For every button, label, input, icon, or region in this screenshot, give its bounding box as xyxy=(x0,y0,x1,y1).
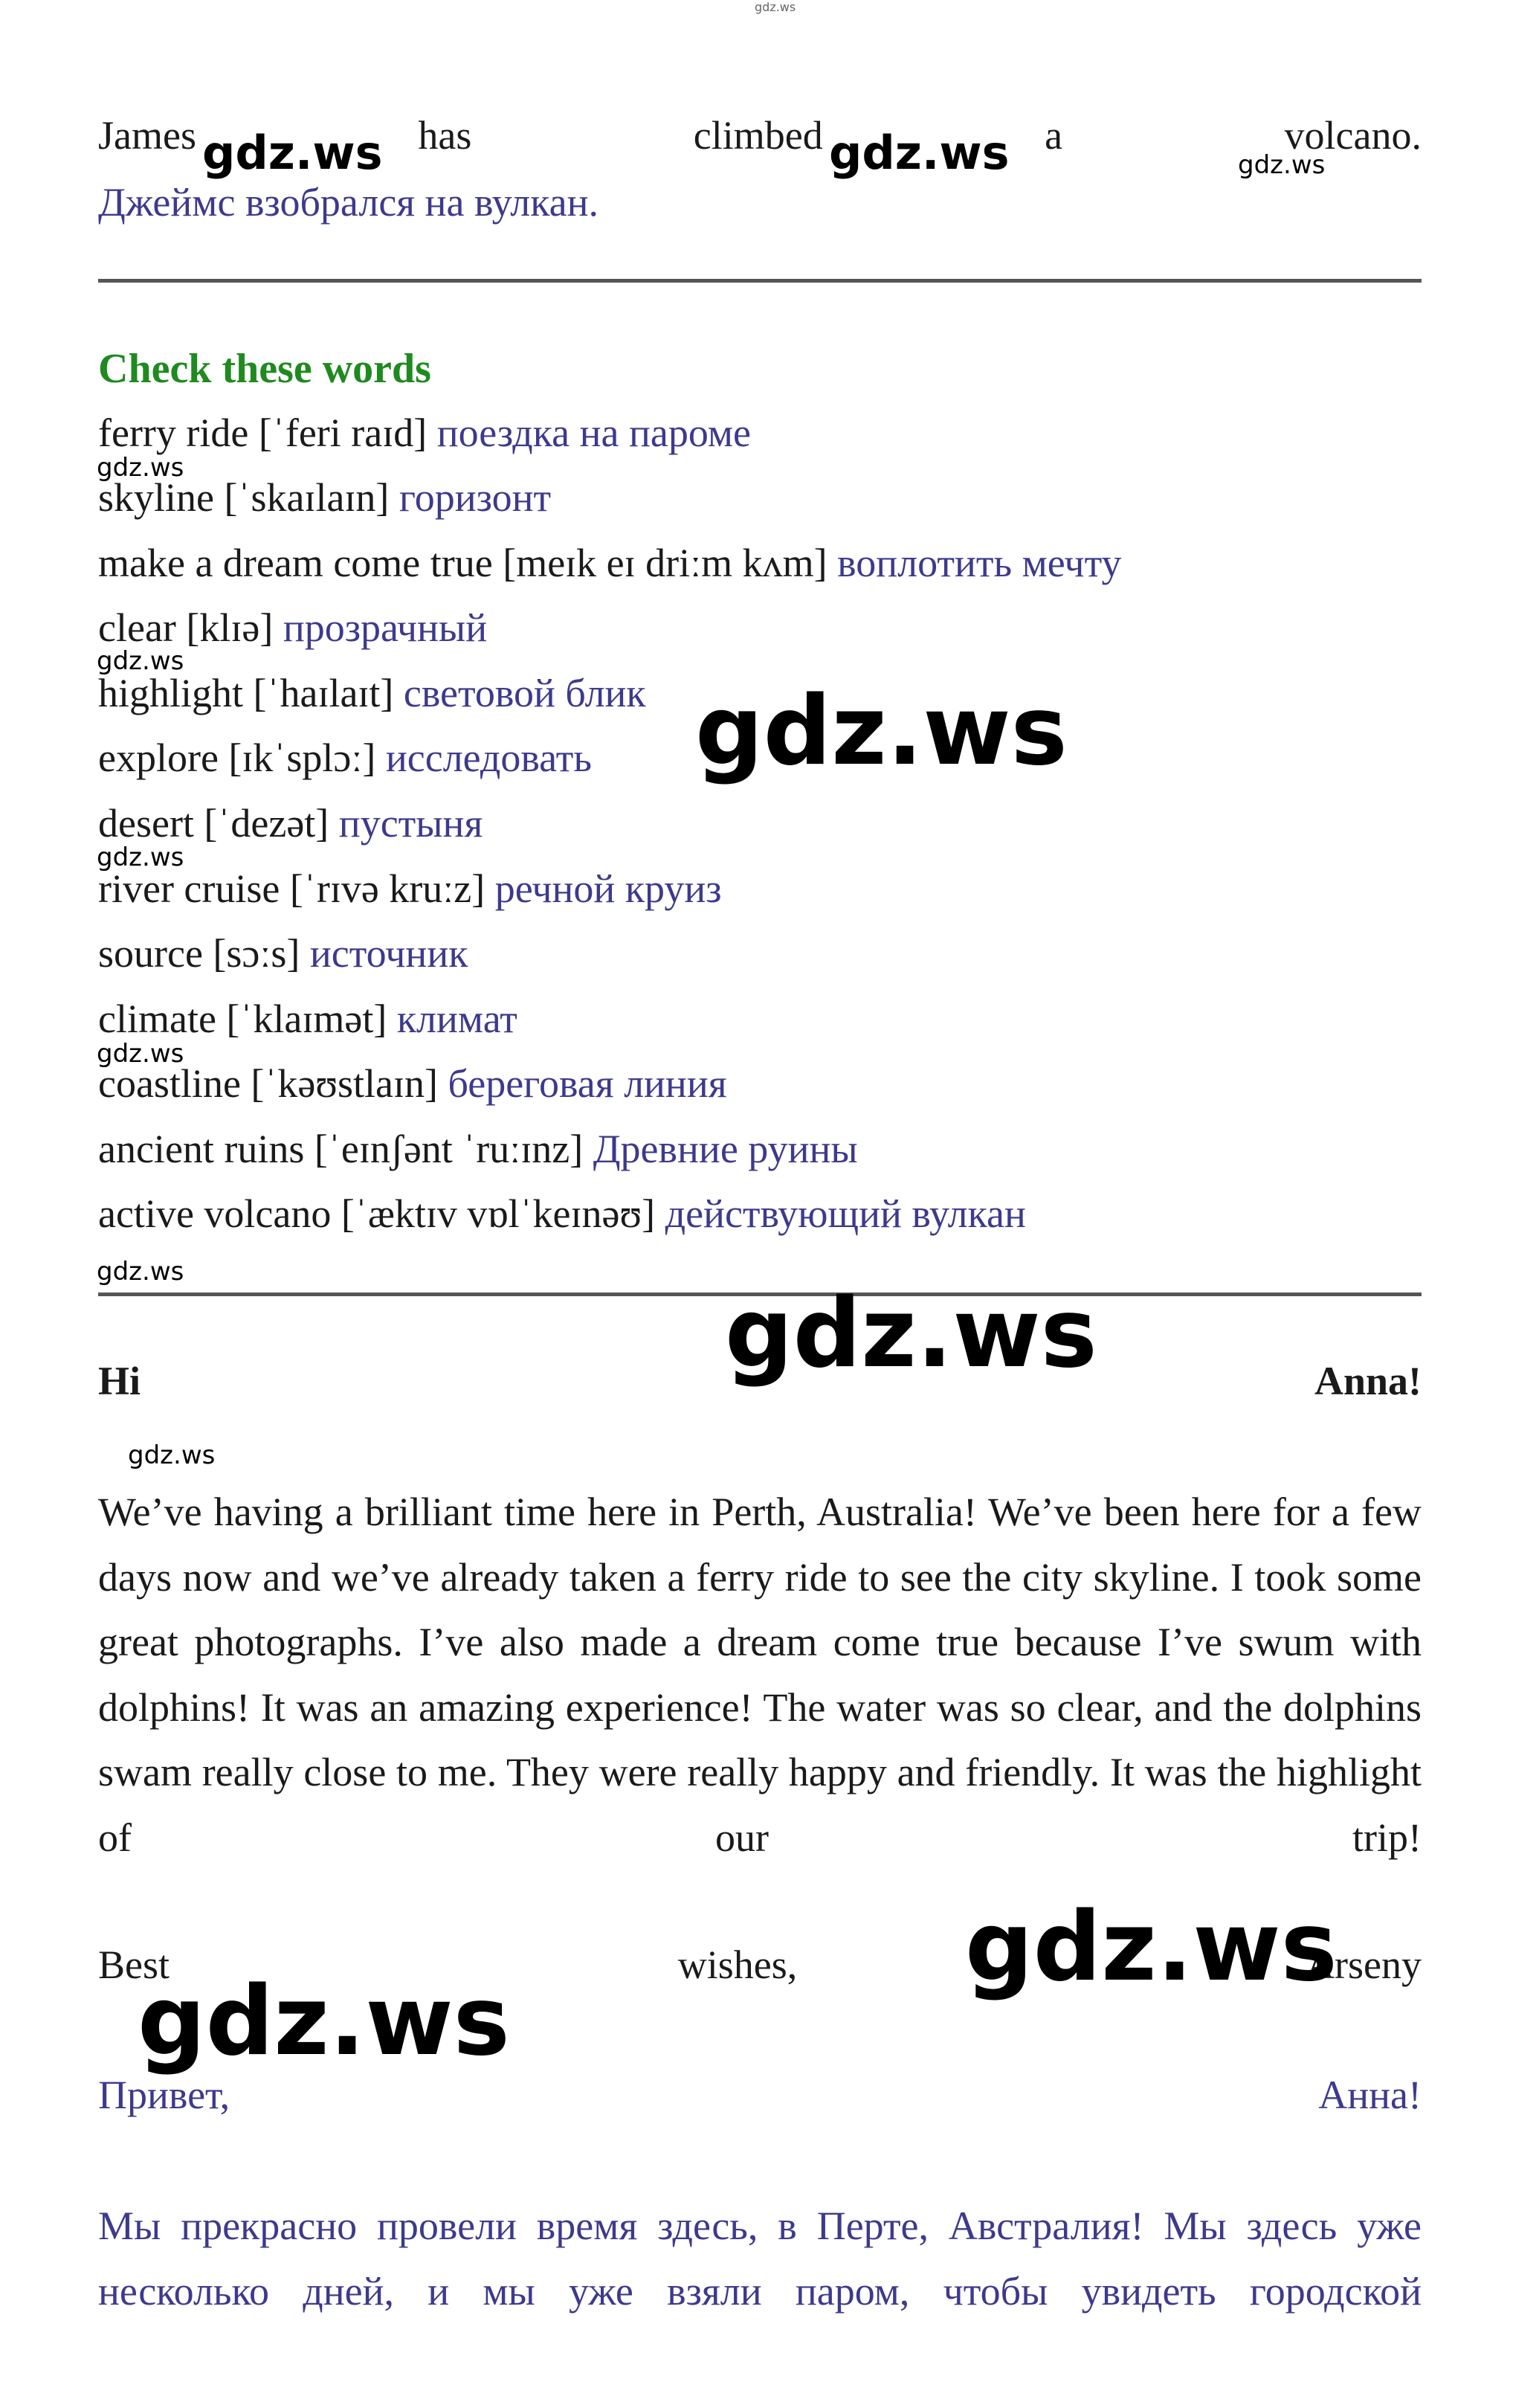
vocab-term: highlight [ˈhaɪlaɪt] xyxy=(98,671,394,715)
watermark: gdz.ws xyxy=(829,126,1010,180)
vocab-item xyxy=(98,931,468,976)
vocab-translation: исследовать xyxy=(385,735,592,780)
greeting-word: Hi xyxy=(98,1359,141,1403)
watermark: gdz.ws xyxy=(1238,150,1326,180)
vocab-translation: Древние руины xyxy=(593,1127,858,1171)
watermark: gdz.ws xyxy=(97,1257,184,1287)
vocab-item xyxy=(98,1129,858,1169)
vocab-term: river cruise [ˈrɪvə kruːz] xyxy=(98,866,485,911)
header-word: has xyxy=(418,113,472,158)
vocab-term: desert [ˈdezət] xyxy=(98,801,329,846)
vocab-translation: пустыня xyxy=(338,801,483,846)
watermark-top: gdz.ws xyxy=(755,0,796,14)
vocab-term: clear [klɪə] xyxy=(98,605,274,650)
vocab-item xyxy=(98,477,551,518)
header-word: volcano. xyxy=(1284,113,1422,158)
vocab-translation: поездка на пароме xyxy=(436,411,751,455)
vocab-item xyxy=(98,866,722,911)
header-word: a xyxy=(1045,113,1063,158)
vocab-translation: речной круиз xyxy=(494,866,722,911)
watermark: gdz.ws xyxy=(202,126,383,180)
signoff-word: wishes, xyxy=(677,1942,798,1987)
watermark: gdz.ws xyxy=(128,1440,216,1470)
vocab-translation: действующий вулкан xyxy=(665,1191,1026,1236)
letter-body: We’ve having a brilliant time here in Perth, Australia! We’ve been here for a few days now and we’ve already taken a ferry ride to see the city skyline. I took some great photographs. I’ve also made a dream come true because I’ve swum with dolphins! It was an amazing experience! The water was so clear, and the dolphins swam really close to me. They were really happy and friendly. It was the highlight of our trip! xyxy=(98,1490,1422,1860)
vocab-term: explore [ɪkˈsplɔː] xyxy=(98,735,376,780)
vocab-translation: воплотить мечту xyxy=(837,541,1122,585)
greeting-word: Привет, xyxy=(98,2073,230,2117)
watermark: gdz.ws xyxy=(695,676,1068,787)
vocab-term: coastline [ˈkəʊstlaɪn] xyxy=(98,1061,438,1106)
divider xyxy=(98,279,1422,283)
watermark: gdz.ws xyxy=(97,646,184,676)
vocab-translation: световой блик xyxy=(403,671,646,715)
letter-ru-greeting xyxy=(98,2075,1422,2115)
vocab-term: make a dream come true [meɪk eɪ driːm kʌm] xyxy=(98,541,827,585)
vocab-item xyxy=(98,673,646,713)
vocab-translation: береговая линия xyxy=(448,1061,727,1106)
letter-ru-body: Мы прекрасно провели время здесь, в Перте, Австралия! Мы здесь уже несколько дней, и мы уже взяли паром, чтобы увидеть городской xyxy=(98,2203,1422,2314)
watermark: gdz.ws xyxy=(97,843,184,872)
vocab-item xyxy=(98,735,592,780)
watermark: gdz.ws xyxy=(965,1892,1338,2003)
header-word: climbed xyxy=(693,113,823,158)
vocab-translation: климат xyxy=(396,997,517,1041)
greeting-name: Anna! xyxy=(1314,1359,1422,1403)
vocab-term: active volcano [ˈæktɪv vɒlˈkeɪnəʊ] xyxy=(98,1191,656,1236)
signoff-name: Arseny xyxy=(1306,1942,1422,1987)
vocab-term: ferry ride [ˈferi raɪd] xyxy=(98,411,428,455)
vocab-term: skyline [ˈskaɪlaɪn] xyxy=(98,475,390,520)
signoff-word: Best xyxy=(98,1942,170,1987)
vocab-heading: Check these words xyxy=(98,346,431,392)
greeting-name: Анна! xyxy=(1318,2073,1422,2117)
watermark: gdz.ws xyxy=(725,1278,1097,1389)
vocab-translation: прозрачный xyxy=(283,605,488,650)
watermark: gdz.ws xyxy=(97,453,184,483)
vocab-translation: горизонт xyxy=(399,475,552,520)
vocab-item xyxy=(98,801,483,846)
vocab-item xyxy=(98,1063,727,1104)
vocab-item xyxy=(98,1191,1026,1236)
vocab-item xyxy=(98,999,517,1039)
vocab-item xyxy=(98,413,751,453)
vocab-item xyxy=(98,605,488,650)
header-translation: Джеймс взобрался на вулкан. xyxy=(98,180,598,225)
vocab-term: source [sɔːs] xyxy=(98,931,300,976)
vocab-item xyxy=(98,543,1121,583)
vocab-term: ancient ruins [ˈeɪnʃənt ˈruːɪnz] xyxy=(98,1127,584,1171)
vocab-term: climate [ˈklaɪmət] xyxy=(98,997,387,1041)
header-word: James xyxy=(98,113,196,158)
vocab-translation: источник xyxy=(309,931,468,976)
watermark: gdz.ws xyxy=(138,1966,510,2077)
watermark: gdz.ws xyxy=(97,1039,184,1069)
